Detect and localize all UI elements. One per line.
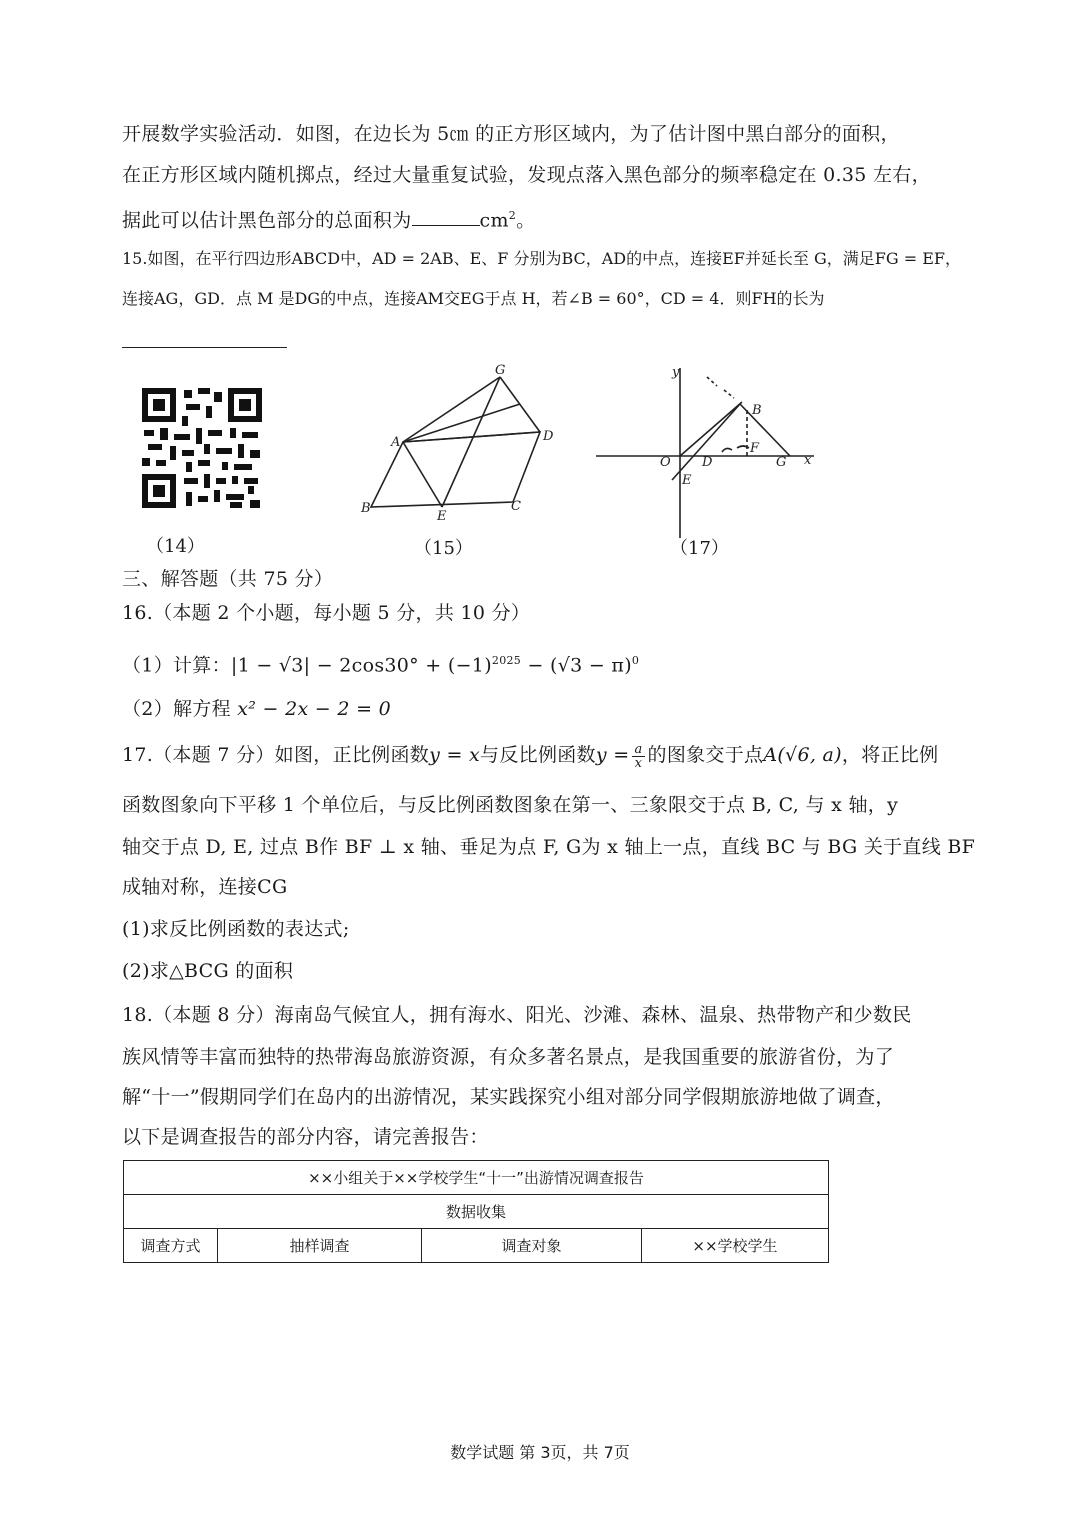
- table-cell: ××学校学生: [642, 1229, 829, 1263]
- q17-text-c: 的图象交于点: [647, 744, 764, 766]
- point-label-d: D: [543, 429, 554, 444]
- q16-header: 16.（本题 2 个小题，每小题 5 分，共 10 分）: [122, 602, 531, 624]
- point-label-g: G: [495, 363, 506, 378]
- q17-line-3: 轴交于点 D, E, 过点 B作 BF ⊥ x 轴、垂足为点 F, G为 x 轴上一点，直线 BC 与 BG 关于直线 BF: [122, 836, 976, 858]
- q16-part-1-label: （1）计算：: [122, 654, 231, 677]
- table-cell: 调查方式: [124, 1229, 218, 1263]
- q17-eq-2: y =: [595, 744, 630, 766]
- fraction-numerator: a: [634, 741, 643, 757]
- q14-line-3: [122, 203, 535, 233]
- table-cell: 抽样调查: [218, 1229, 422, 1263]
- q17-fraction: [632, 743, 644, 770]
- q15-line-2: 连接AG，GD．点 M 是DG的中点，连接AM交EG于点 H，若∠B = 60°，CD = 4．则FH的长为: [122, 289, 825, 308]
- q16-exponent-2: 0: [631, 654, 640, 667]
- answer-blank-15: [122, 347, 287, 348]
- q17-sub-2: (2)求△BCG 的面积: [122, 960, 294, 982]
- point-label-g: G: [776, 455, 787, 470]
- point-label-o: O: [660, 455, 671, 470]
- point-label-b: B: [752, 403, 762, 418]
- q14-unit-sup: 2: [508, 209, 517, 222]
- section-3-title: 三、解答题（共 75 分）: [122, 568, 334, 590]
- q17-sub-1: (1)求反比例函数的表达式;: [122, 918, 350, 940]
- q18-line-3: 解“十一”假期同学们在岛内的出游情况，某实践探究小组对部分同学假期旅游地做了调查，: [122, 1086, 895, 1108]
- q16-equation: x² − 2x − 2 = 0: [237, 698, 392, 720]
- figure-17-coordinate-plane: [592, 362, 822, 542]
- q14-line-2: 在正方形区域内随机掷点，经过大量重复试验，发现点落入黑色部分的频率稳定在 0.35 左右，: [122, 164, 931, 186]
- figure-15-parallelogram: [355, 362, 570, 522]
- q17-text-d: ，将正比例: [841, 744, 939, 766]
- q16-part-2-label: （2）解方程: [122, 698, 238, 720]
- q18-line-2: 族风情等丰富而独特的热带海岛旅游资源，有众多著名景点，是我国重要的旅游省份，为了: [122, 1046, 895, 1068]
- q17-line-1: [122, 742, 938, 770]
- q15-line-1: 15.如图，在平行四边形ABCD中，AD = 2AB、E、F 分别为BC，AD的中点，连接EF并延长至 G，满足FG = EF，: [122, 249, 962, 268]
- q17-line-4: 成轴对称，连接CG: [122, 876, 288, 898]
- report-section: 数据收集: [124, 1195, 829, 1229]
- answer-blank-14: [412, 207, 480, 226]
- q16-expr-a: |1 − √3| − 2cos30° + (−1): [230, 654, 492, 677]
- point-label-d: D: [702, 455, 713, 470]
- report-title-row: [124, 1161, 829, 1195]
- q17-eq-1: y = x: [429, 744, 481, 766]
- figure-14-label: （14）: [146, 536, 205, 557]
- q17-text-a: 17.（本题 7 分）如图，正比例函数: [122, 744, 430, 766]
- report-title: ××小组关于××学校学生“十一”出游情况调查报告: [124, 1161, 829, 1195]
- table-cell: 调查对象: [422, 1229, 642, 1263]
- fraction-denominator: x: [634, 755, 643, 771]
- q17-point-a: A(√6, a): [763, 744, 842, 766]
- q16-expr-b: − (√3 − π): [521, 654, 632, 677]
- q16-exponent: 2025: [491, 654, 522, 667]
- report-data-row: [124, 1229, 829, 1263]
- figure-14-qr-pattern: [142, 388, 262, 508]
- q14-unit: cm: [479, 209, 509, 232]
- point-label-e: E: [437, 509, 447, 522]
- q17-line-2: 函数图象向下平移 1 个单位后，与反比例函数图象在第一、三象限交于点 B, C, 与 x 轴，y: [122, 794, 899, 816]
- page-footer: 数学试题 第 3页，共 7页: [450, 1443, 630, 1462]
- figure-17-label: （17）: [670, 538, 729, 559]
- q16-part-1: [122, 648, 639, 678]
- point-label-f: F: [750, 441, 760, 456]
- point-label-b: B: [361, 501, 371, 516]
- point-label-a: A: [391, 435, 401, 450]
- q16-part-2: [122, 696, 391, 722]
- q18-line-4: 以下是调查报告的部分内容，请完善报告：: [122, 1126, 489, 1148]
- q14-line-3-text: 据此可以估计黑色部分的总面积为: [122, 209, 412, 232]
- q17-text-b: 与反比例函数: [480, 744, 596, 766]
- point-label-e: E: [682, 473, 692, 488]
- axis-label-y: y: [672, 365, 680, 380]
- axis-label-x: x: [804, 453, 812, 468]
- report-section-row: [124, 1195, 829, 1229]
- point-label-c: C: [511, 499, 521, 514]
- q14-end: 。: [516, 209, 536, 232]
- q14-line-1: 开展数学实验活动．如图，在边长为 5㎝ 的正方形区域内，为了估计图中黑白部分的面积，: [122, 123, 900, 145]
- figure-15-label: （15）: [414, 538, 473, 559]
- q18-line-1: 18.（本题 8 分）海南岛气候宜人，拥有海水、阳光、沙滩、森林、温泉、热带物产和少数民: [122, 1004, 912, 1026]
- survey-report-table: [123, 1160, 829, 1263]
